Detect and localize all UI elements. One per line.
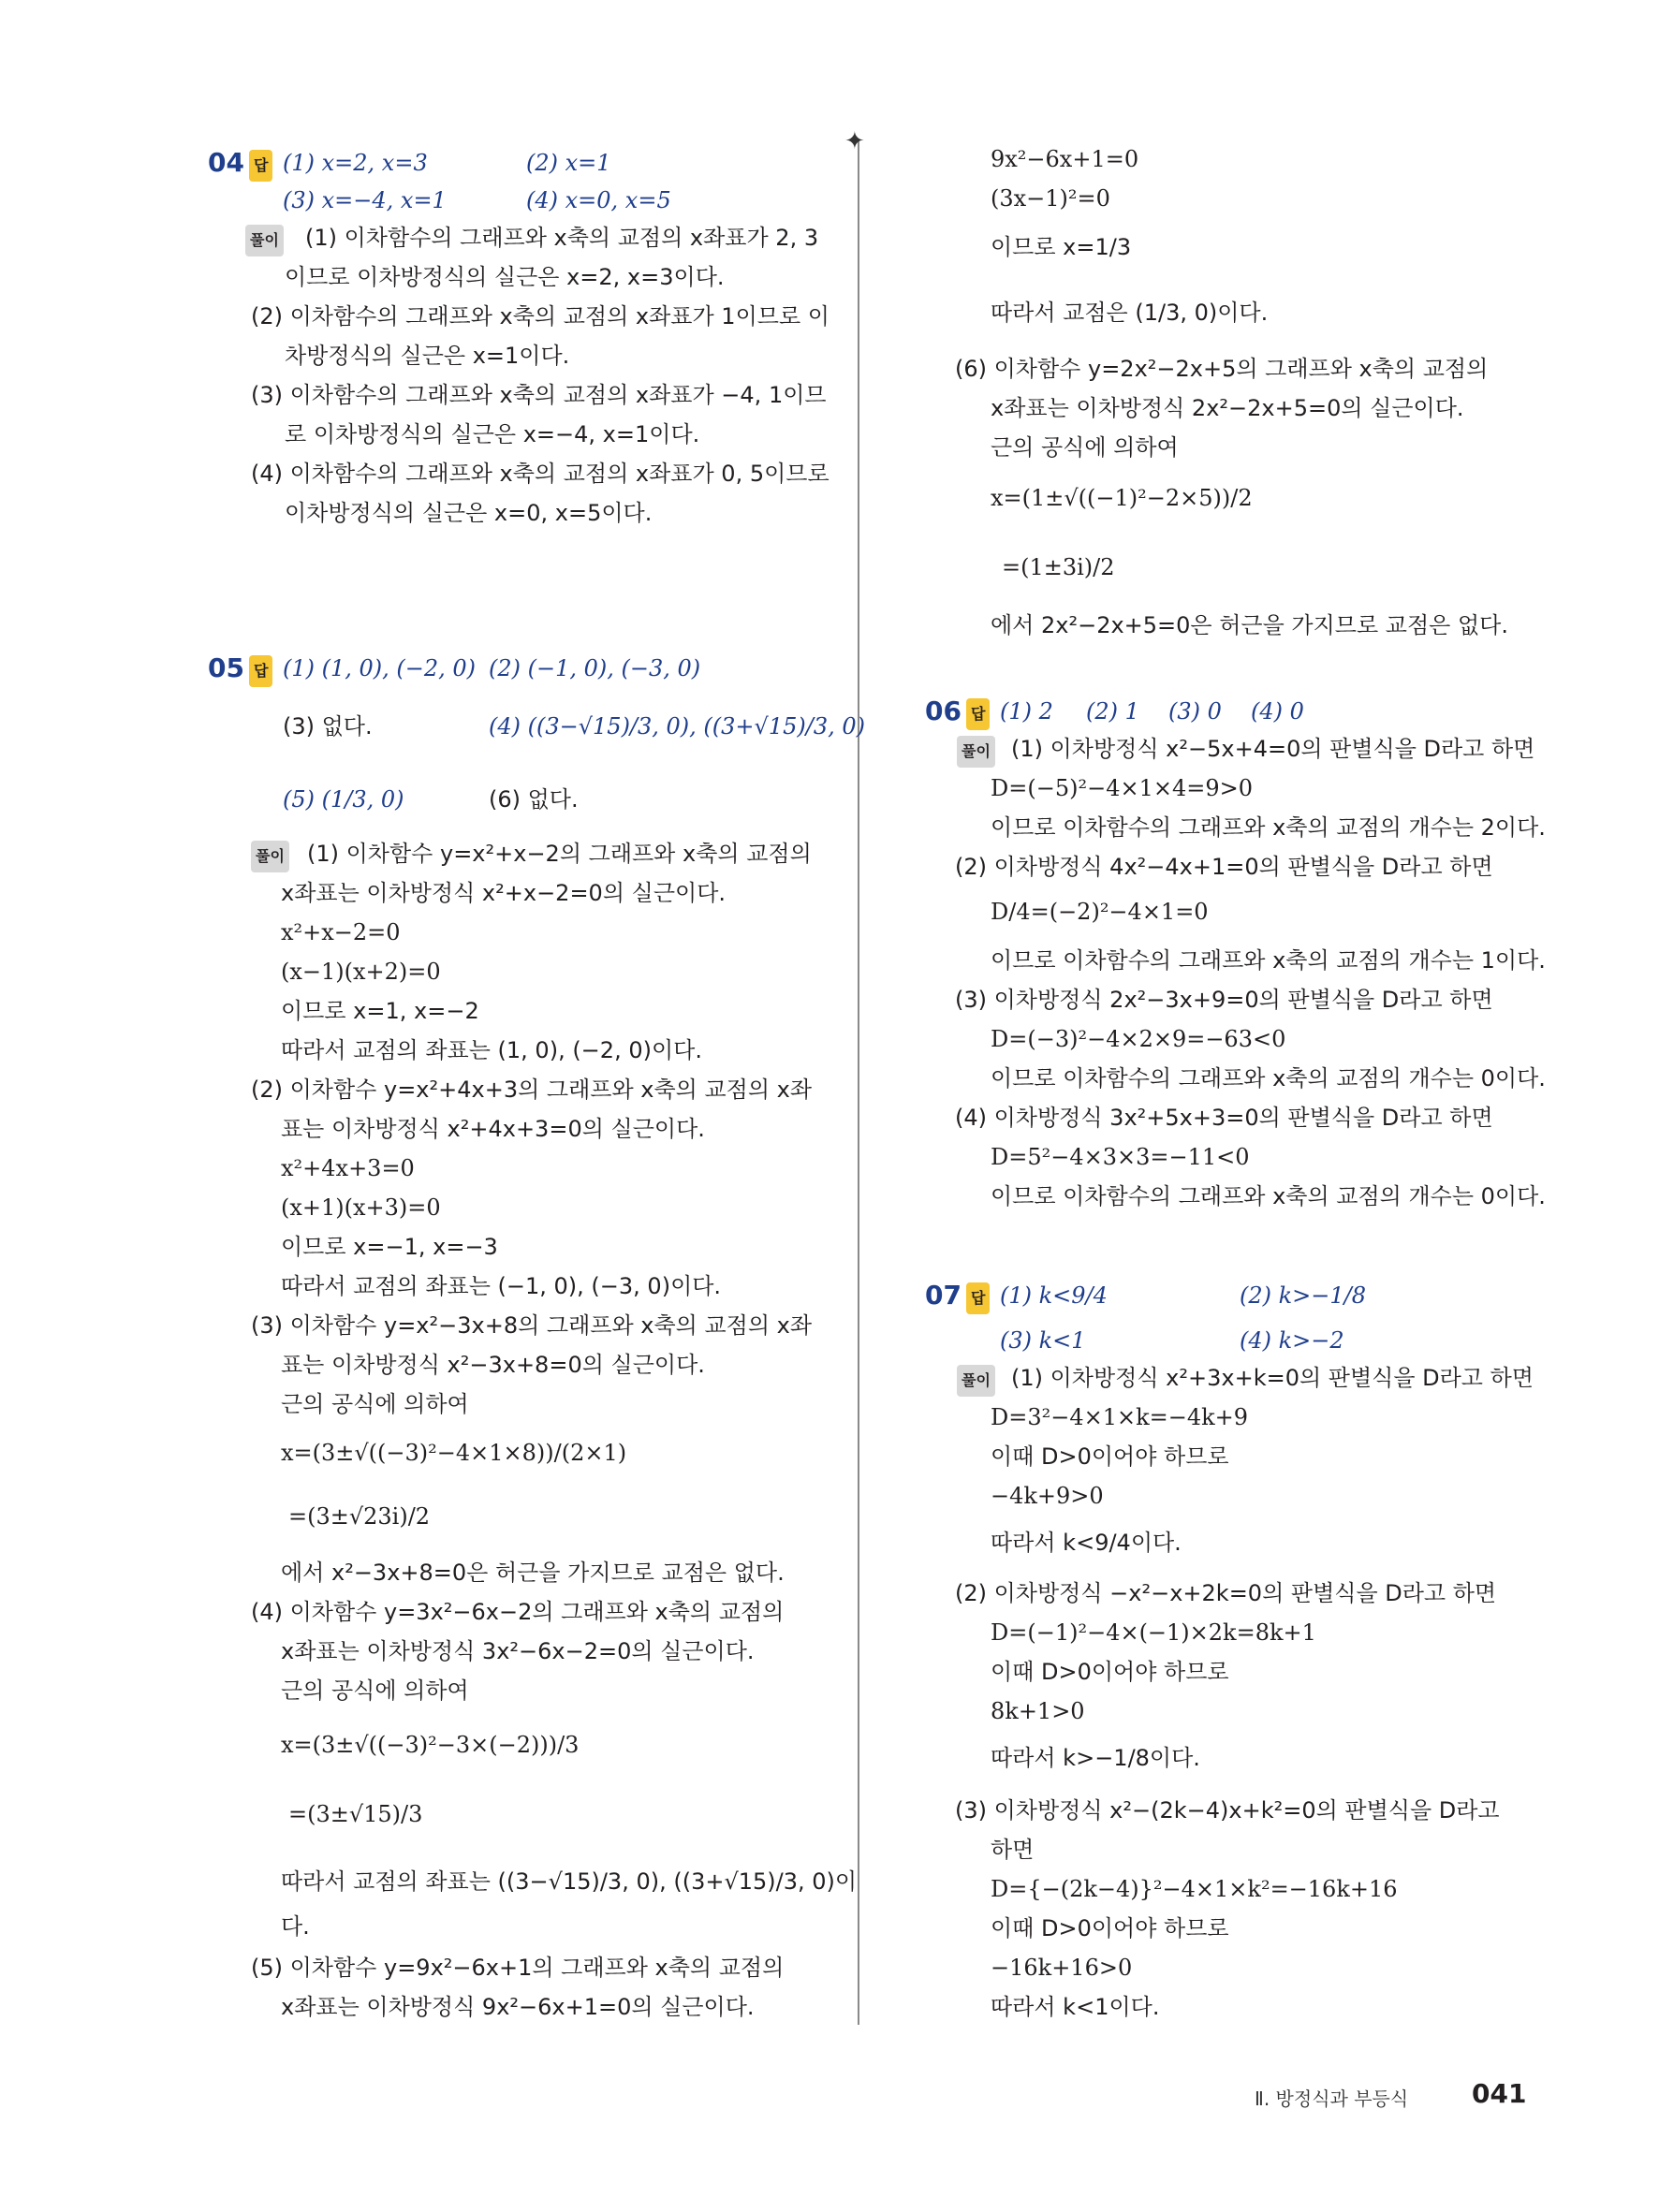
- solution-tag: 풀이: [251, 841, 289, 872]
- answer-4: (4) k>−2: [1240, 1327, 1344, 1354]
- solution-line: D=5²−4×3×3=−11<0: [991, 1144, 1250, 1170]
- solution-line: −16k+16>0: [991, 1955, 1133, 1981]
- solution-line: 차방정식의 실근은 x=1이다.: [285, 343, 570, 369]
- solution-line: (4) 이차방정식 3x²+5x+3=0의 판별식을 D라고 하면: [955, 1105, 1493, 1131]
- solution-line: 다.: [281, 1913, 310, 1940]
- solution-line: x좌표는 이차방정식 9x²−6x+1=0의 실근이다.: [281, 1994, 755, 2020]
- solution-line: x좌표는 이차방정식 2x²−2x+5=0의 실근이다.: [991, 395, 1464, 421]
- solution-line: 이때 D>0이어야 하므로: [991, 1915, 1229, 1941]
- answer-3: (3) 없다.: [283, 713, 373, 740]
- solution-line: =(1±3i)/2: [1002, 554, 1115, 580]
- answer-tag: 답: [966, 698, 990, 730]
- solution-line: (2) 이차함수 y=x²+4x+3의 그래프와 x축의 교점의 x좌: [251, 1077, 813, 1103]
- solution-line: 이므로 이차함수의 그래프와 x축의 교점의 개수는 0이다.: [991, 1183, 1546, 1209]
- solution-line: 하면: [991, 1837, 1035, 1863]
- solution-line: (3) 이차함수의 그래프와 x축의 교점의 x좌표가 −4, 1이므: [251, 382, 827, 408]
- solution-line: (1) 이차방정식 x²+3x+k=0의 판별식을 D라고 하면: [1011, 1365, 1534, 1391]
- solution-line: 표는 이차방정식 x²−3x+8=0의 실근이다.: [281, 1352, 705, 1378]
- solution-line: (1) 이차방정식 x²−5x+4=0의 판별식을 D라고 하면: [1011, 736, 1535, 762]
- solution-line: 에서 x²−3x+8=0은 허근을 가지므로 교점은 없다.: [281, 1560, 785, 1586]
- answer-1: (1) (1, 0), (−2, 0): [283, 655, 477, 681]
- answer-1: (1) k<9/4: [1000, 1282, 1108, 1309]
- solution-line: 이때 D>0이어야 하므로: [991, 1659, 1229, 1685]
- answer-2: (2) k>−1/8: [1240, 1282, 1367, 1309]
- solution-line: (x+1)(x+3)=0: [281, 1194, 441, 1221]
- solution-line: 이므로 이차함수의 그래프와 x축의 교점의 개수는 1이다.: [991, 947, 1546, 974]
- answer-2: (2) 1: [1086, 698, 1139, 725]
- problem-number: 04: [208, 147, 244, 178]
- answer-4: (4) 0: [1251, 698, 1304, 725]
- solution-line: (5) 이차함수 y=9x²−6x+1의 그래프와 x축의 교점의: [251, 1955, 785, 1981]
- solution-line: (3) 이차함수 y=x²−3x+8의 그래프와 x축의 교점의 x좌: [251, 1312, 813, 1339]
- solution-line: 따라서 교점은 (1/3, 0)이다.: [991, 300, 1269, 326]
- answer-4: (4) x=0, x=5: [526, 187, 671, 213]
- solution-line: (2) 이차방정식 −x²−x+2k=0의 판별식을 D라고 하면: [955, 1580, 1497, 1606]
- solution-line: D=3²−4×1×k=−4k+9: [991, 1404, 1249, 1430]
- answer-6: (6) 없다.: [489, 786, 579, 813]
- solution-line: 이므로 이차함수의 그래프와 x축의 교점의 개수는 0이다.: [991, 1065, 1546, 1091]
- answer-tag: 답: [966, 1282, 990, 1314]
- solution-line: 로 이차방정식의 실근은 x=−4, x=1이다.: [285, 421, 700, 447]
- solution-line: 9x²−6x+1=0: [991, 146, 1139, 172]
- solution-line: (3x−1)²=0: [991, 185, 1110, 212]
- solution-line: 이차방정식의 실근은 x=0, x=5이다.: [285, 500, 653, 526]
- solution-line: D/4=(−2)²−4×1=0: [991, 899, 1209, 925]
- solution-line: 표는 이차방정식 x²+4x+3=0의 실근이다.: [281, 1116, 705, 1142]
- solution-line: x²+x−2=0: [281, 919, 401, 945]
- answer-2: (2) (−1, 0), (−3, 0): [489, 655, 701, 681]
- solution-line: 에서 2x²−2x+5=0은 허근을 가지므로 교점은 없다.: [991, 612, 1508, 638]
- solution-line: 근의 공식에 의하여: [281, 1391, 469, 1417]
- solution-tag: 풀이: [245, 225, 284, 256]
- problem-number: 07: [925, 1280, 962, 1311]
- solution-line: D=(−1)²−4×(−1)×2k=8k+1: [991, 1619, 1316, 1646]
- solution-line: =(3±√15)/3: [288, 1801, 423, 1827]
- solution-line: (3) 이차방정식 x²−(2k−4)x+k²=0의 판별식을 D라고: [955, 1797, 1500, 1824]
- answer-1: (1) x=2, x=3: [283, 150, 428, 176]
- answer-4: (4) ((3−√15)/3, 0), ((3+√15)/3, 0): [489, 713, 865, 740]
- answer-1: (1) 2: [1000, 698, 1053, 725]
- solution-line: 근의 공식에 의하여: [281, 1677, 469, 1704]
- solution-line: (1) 이차함수 y=x²+x−2의 그래프와 x축의 교점의: [307, 841, 812, 867]
- page-number: 041: [1472, 2078, 1527, 2109]
- solution-line: 이므로 x=1/3: [991, 234, 1132, 260]
- solution-line: x좌표는 이차방정식 x²+x−2=0의 실근이다.: [281, 880, 727, 906]
- solution-line: 따라서 교점의 좌표는 ((3−√15)/3, 0), ((3+√15)/3, 0)이: [281, 1868, 858, 1895]
- solution-line: 근의 공식에 의하여: [991, 434, 1179, 461]
- solution-line: (6) 이차함수 y=2x²−2x+5의 그래프와 x축의 교점의: [955, 356, 1489, 382]
- solution-line: 8k+1>0: [991, 1698, 1085, 1724]
- solution-line: (4) 이차함수 y=3x²−6x−2의 그래프와 x축의 교점의: [251, 1599, 785, 1625]
- solution-line: D=(−3)²−4×2×9=−63<0: [991, 1026, 1286, 1052]
- solution-line: (3) 이차방정식 2x²−3x+9=0의 판별식을 D라고 하면: [955, 987, 1493, 1013]
- solution-line: 따라서 k<9/4이다.: [991, 1530, 1182, 1556]
- solution-line: =(3±√23i)/2: [288, 1503, 431, 1530]
- solution-line: x=(3±√((−3)²−4×1×8))/(2×1): [281, 1440, 627, 1466]
- solution-line: x=(3±√((−3)²−3×(−2)))/3: [281, 1732, 580, 1758]
- solution-tag: 풀이: [957, 736, 995, 768]
- problem-number: 05: [208, 652, 244, 683]
- solution-line: 따라서 k<1이다.: [991, 1994, 1160, 2020]
- solution-line: (2) 이차함수의 그래프와 x축의 교점의 x좌표가 1이므로 이: [251, 303, 830, 330]
- column-divider: [858, 139, 859, 2025]
- section-title: Ⅱ. 방정식과 부등식: [1255, 2087, 1409, 2110]
- solution-line: 따라서 k>−1/8이다.: [991, 1745, 1200, 1771]
- answer-tag: 답: [249, 655, 272, 687]
- answer-5: (5) (1/3, 0): [283, 786, 404, 813]
- answer-3: (3) k<1: [1000, 1327, 1086, 1354]
- solution-line: x=(1±√((−1)²−2×5))/2: [991, 485, 1253, 511]
- solution-line: D=(−5)²−4×1×4=9>0: [991, 775, 1253, 801]
- problem-number: 06: [925, 696, 962, 726]
- answer-3: (3) x=−4, x=1: [283, 187, 447, 213]
- answer-3: (3) 0: [1168, 698, 1222, 725]
- solution-line: 이므로 x=1, x=−2: [281, 998, 479, 1024]
- solution-line: 이므로 이차방정식의 실근은 x=2, x=3이다.: [285, 264, 725, 290]
- solution-line: (2) 이차방정식 4x²−4x+1=0의 판별식을 D라고 하면: [955, 854, 1493, 880]
- solution-line: 이므로 이차함수의 그래프와 x축의 교점의 개수는 2이다.: [991, 814, 1546, 841]
- answer-tag: 답: [249, 150, 272, 182]
- solution-line: −4k+9>0: [991, 1483, 1104, 1509]
- answer-2: (2) x=1: [526, 150, 611, 176]
- solution-line: 이므로 x=−1, x=−3: [281, 1234, 498, 1260]
- solution-tag: 풀이: [957, 1365, 995, 1397]
- solution-line: x좌표는 이차방정식 3x²−6x−2=0의 실근이다.: [281, 1638, 755, 1664]
- solution-line: (1) 이차함수의 그래프와 x축의 교점의 x좌표가 2, 3: [305, 225, 819, 251]
- divider-ornament-icon: ✦: [844, 127, 865, 155]
- solution-line: D={−(2k−4)}²−4×1×k²=−16k+16: [991, 1876, 1398, 1902]
- solution-line: 따라서 교점의 좌표는 (−1, 0), (−3, 0)이다.: [281, 1273, 722, 1299]
- solution-line: 이때 D>0이어야 하므로: [991, 1443, 1229, 1470]
- solution-line: x²+4x+3=0: [281, 1155, 415, 1181]
- solution-line: (4) 이차함수의 그래프와 x축의 교점의 x좌표가 0, 5이므로: [251, 461, 830, 487]
- solution-line: (x−1)(x+2)=0: [281, 959, 441, 985]
- solution-line: 따라서 교점의 좌표는 (1, 0), (−2, 0)이다.: [281, 1037, 702, 1063]
